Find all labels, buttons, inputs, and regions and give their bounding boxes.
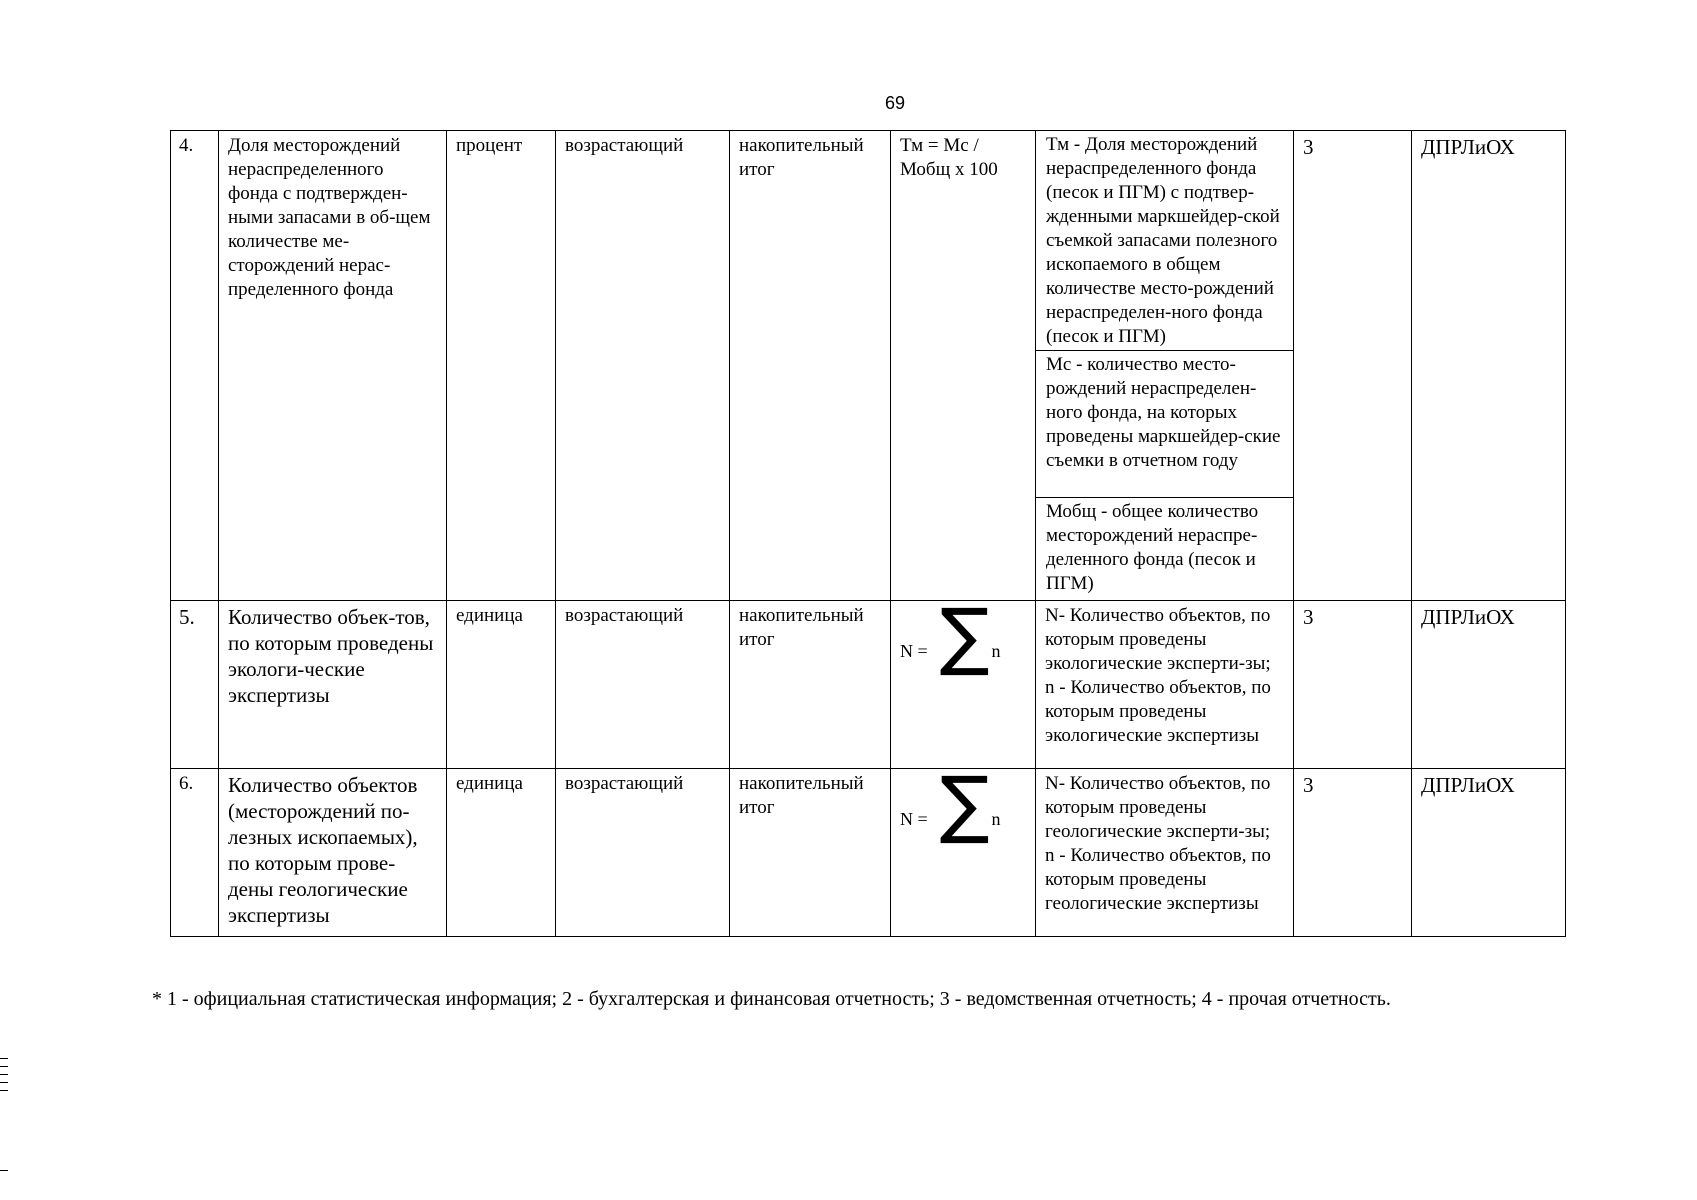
responsible-cell: ДПРЛиОХ	[1412, 601, 1566, 769]
formula-subscript: n	[991, 809, 1001, 829]
indicators-table	[170, 130, 1566, 937]
unit-cell: единица	[447, 601, 556, 769]
description-part: Мс - количество место-рождений нераспределен-ного фонда, на которых проведены маркшейдер-ские съемки в отчетном году	[1036, 351, 1293, 498]
description-cell	[1036, 131, 1294, 601]
description-cell: N- Количество объектов, по которым проведены экологические эксперти-зы; n - Количество объектов, по которым проведены экологические экспертизы	[1036, 601, 1294, 769]
margin-mark	[0, 1170, 8, 1171]
sigma-symbol: ∑	[939, 600, 990, 679]
trend-cell: возрастающий	[556, 601, 730, 769]
description-part: Мобщ - общее количество месторождений нераспре-деленного фонда (песок и ПГМ)	[1046, 501, 1259, 594]
calc-type-cell: накопительный итог	[730, 131, 891, 601]
trend-cell: возрастающий	[556, 131, 730, 601]
row-number: 5.	[171, 601, 219, 769]
row-number: 6.	[171, 769, 219, 937]
row-number: 4.	[171, 131, 219, 601]
margin-mark	[0, 1082, 8, 1083]
indicator-name: Количество объек-тов, по которым проведены экологи-ческие экспертизы	[219, 601, 447, 769]
table-row	[171, 131, 1566, 601]
formula-lhs: N =	[900, 809, 928, 829]
formula-subscript: n	[991, 641, 1001, 661]
margin-mark	[0, 1066, 8, 1067]
description-cell: N- Количество объектов, по которым проведены геологические эксперти-зы; n - Количество объектов, по которым проведены геологические экспертизы	[1036, 769, 1294, 937]
indicator-name: Доля месторождений нераспределенного фонда с подтвержден-ными запасами в об-щем количестве ме-сторождений нерас-пределенного фонда	[219, 131, 447, 601]
margin-mark	[0, 1058, 8, 1059]
calc-type-cell: накопительный итог	[730, 769, 891, 937]
formula-cell: Тм = Мс / Мобщ х 100	[891, 131, 1036, 601]
unit-cell: процент	[447, 131, 556, 601]
description-part: Тм - Доля месторождений нераспределенного фонда (песок и ПГМ) с подтвер-жденными маркшейдер-ской съемкой запасами полезного ископаемого в общем количестве место-рождений нераспределен-ного фонда (песок и ПГМ)	[1036, 131, 1293, 351]
sum-formula	[900, 768, 1027, 847]
unit-cell: единица	[447, 769, 556, 937]
data-source-cell: 3	[1294, 131, 1412, 601]
footnote: * 1 - официальная статистическая информация; 2 - бухгалтерская и финансовая отчетность; 3 - ведомственная отчетность; 4 - прочая отчетность.	[152, 988, 1391, 1010]
responsible-cell: ДПРЛиОХ	[1412, 131, 1566, 601]
table-row	[171, 769, 1566, 937]
data-source-cell: 3	[1294, 769, 1412, 937]
formula-cell	[891, 769, 1036, 937]
responsible-cell: ДПРЛиОХ	[1412, 769, 1566, 937]
formula-lhs: N =	[900, 641, 928, 661]
margin-mark	[0, 1090, 8, 1091]
calc-type-cell: накопительный итог	[730, 601, 891, 769]
table-row	[171, 601, 1566, 769]
indicator-name: Количество объектов (месторождений по-лезных ископаемых), по которым прове-дены геологические экспертизы	[219, 769, 447, 937]
margin-mark	[0, 1074, 8, 1075]
data-source-cell: 3	[1294, 601, 1412, 769]
page-number: 69	[884, 93, 906, 113]
sigma-symbol: ∑	[939, 768, 990, 847]
sum-formula	[900, 600, 1027, 679]
trend-cell: возрастающий	[556, 769, 730, 937]
formula-cell	[891, 601, 1036, 769]
